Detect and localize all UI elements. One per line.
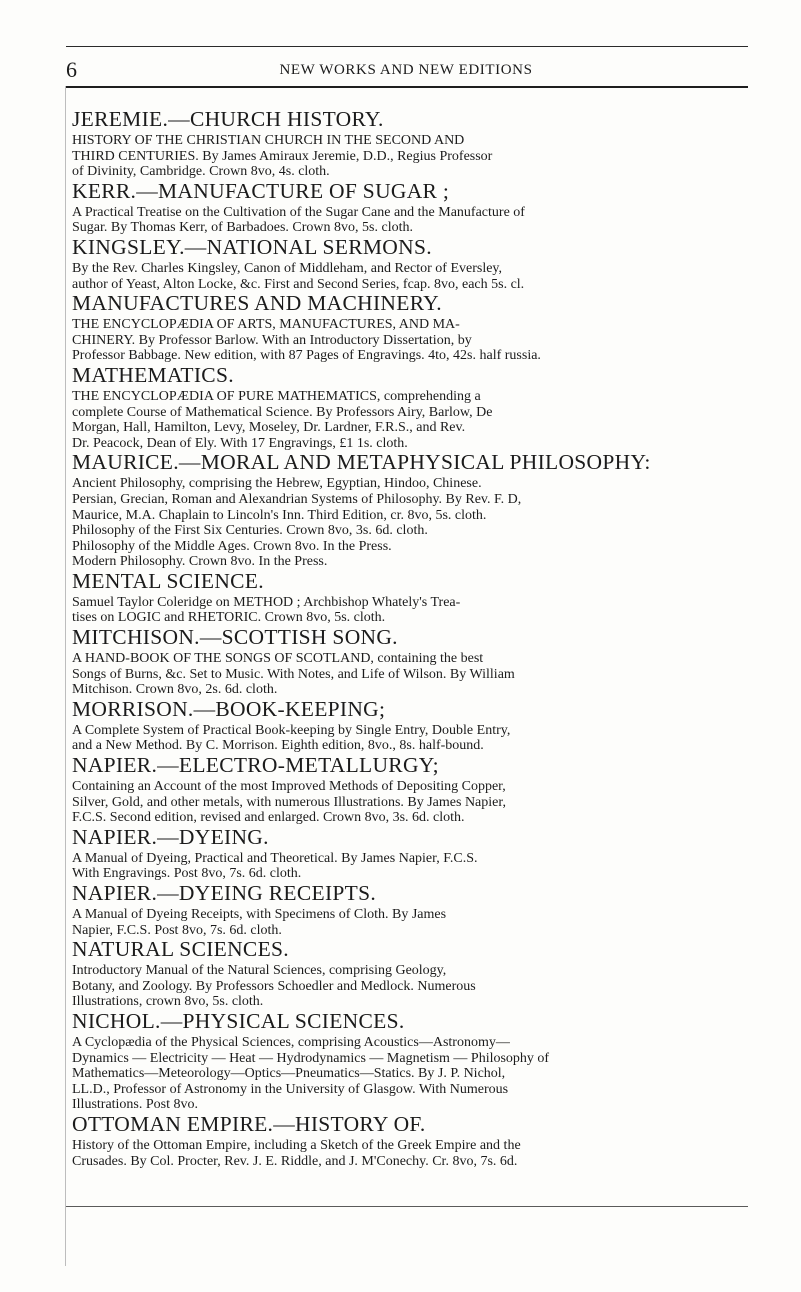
catalogue-entry [72,570,748,626]
description-line: THE ENCYCLOPÆDIA OF ARTS, MANUFACTURES, AND MA- [72,317,460,333]
description-line: Crusades. By Col. Procter, Rev. J. E. Riddle, and J. M'Conechy. Cr. 8vo, 7s. 6d. [72,1153,518,1169]
description-line: Philosophy of the First Six Centuries. Crown 8vo, 3s. 6d. cloth. [72,523,428,539]
running-head: NEW WORKS AND NEW EDITIONS [279,62,533,78]
entry-description [72,779,748,826]
description-line: author of Yeast, Alton Locke, &c. First and Second Series, fcap. 8vo, each 5s. cl. [72,276,525,292]
entry-heading: MORRISON.—BOOK-KEEPING; [72,696,386,721]
catalogue-entry [72,180,748,236]
description-line: Silver, Gold, and other metals, with numerous Illustrations. By James Napier, [72,794,506,810]
description-line: A HAND-BOOK OF THE SONGS OF SCOTLAND, containing the best [72,651,484,667]
catalogue-entry [72,451,748,570]
description-line: History of the Ottoman Empire, including a Sketch of the Greek Empire and the [72,1137,521,1153]
header-top-rule [66,46,748,47]
catalogue-entry [72,754,748,826]
description-line: Professor Babbage. New edition, with 87 Pages of Engravings. 4to, 42s. half russia. [72,348,541,364]
entry-description [72,476,748,570]
description-line: CHINERY. By Professor Barlow. With an Introductory Dissertation, by [72,332,472,348]
description-line: Songs of Burns, &c. Set to Music. With Notes, and Life of Wilson. By William [72,666,515,682]
catalogue-entry [72,364,748,451]
description-line: complete Course of Mathematical Science. By Professors Airy, Barlow, De [72,404,493,420]
page-number: 6 [66,57,77,82]
catalogue-entry [72,1010,748,1113]
description-line: Containing an Account of the most Improved Methods of Depositing Copper, [72,779,506,795]
description-line: Dr. Peacock, Dean of Ely. With 17 Engravings, £1 1s. cloth. [72,435,408,451]
description-line: Introductory Manual of the Natural Sciences, comprising Geology, [72,963,447,979]
catalogue-entry [72,1113,748,1169]
entry-description [72,317,748,364]
header-bottom-rule [66,86,748,88]
description-line: A Practical Treatise on the Cultivation of the Sugar Cane and the Manufacture of [72,204,525,220]
catalogue-entry [72,626,748,698]
entry-heading: NAPIER.—DYEING RECEIPTS. [72,881,377,905]
entry-heading: MITCHISON.—SCOTTISH SONG. [72,625,398,650]
description-line: THE ENCYCLOPÆDIA OF PURE MATHEMATICS, comprehending a [72,388,481,404]
description-line: A Cyclopædia of the Physical Sciences, comprising Acoustics—Astronomy— [72,1034,510,1050]
catalogue-listing [72,108,748,1169]
description-line: Sugar. By Thomas Kerr, of Barbadoes. Crown 8vo, 5s. cloth. [72,220,413,236]
entry-heading: MANUFACTURES AND MACHINERY. [72,291,442,316]
description-line: Samuel Taylor Coleridge on METHOD ; Archbishop Whately's Trea- [72,594,461,610]
entry-heading: OTTOMAN EMPIRE.—HISTORY OF. [72,1111,426,1136]
catalogue-entry [72,698,748,754]
entry-heading: NATURAL SCIENCES. [72,937,289,962]
entry-description [72,205,748,236]
description-line: A Complete System of Practical Book-keeping by Single Entry, Double Entry, [72,722,511,738]
entry-description [72,1035,748,1113]
description-line: A Manual of Dyeing, Practical and Theoretical. By James Napier, F.C.S. [72,850,478,866]
entry-heading: KERR.—MANUFACTURE OF SUGAR ; [72,178,450,203]
description-line: of Divinity, Cambridge. Crown 8vo, 4s. cloth. [72,164,330,180]
entry-heading: KINGSLEY.—NATIONAL SERMONS. [72,234,432,259]
description-line: Botany, and Zoology. By Professors Schoedler and Medlock. Numerous [72,978,476,994]
catalogue-entry [72,292,748,364]
entry-description [72,261,748,292]
entry-description [72,651,748,698]
catalogue-entry [72,108,748,180]
description-line: LL.D., Professor of Astronomy in the University of Glasgow. With Numerous [72,1081,509,1097]
description-line: Mathematics—Meteorology—Optics—Pneumatics—Statics. By J. P. Nichol, [72,1066,506,1082]
description-line: and a New Method. By C. Morrison. Eighth edition, 8vo., 8s. half-bound. [72,738,484,754]
page-header [66,58,746,82]
footer-rule [66,1206,748,1207]
entry-heading: NICHOL.—PHYSICAL SCIENCES. [72,1008,405,1033]
description-line: Persian, Grecian, Roman and Alexandrian Systems of Philosophy. By Rev. F. D, [72,491,522,507]
description-line: Ancient Philosophy, comprising the Hebrew, Egyptian, Hindoo, Chinese. [72,476,482,492]
entry-heading: NAPIER.—DYEING. [72,824,269,849]
catalogue-entry [72,236,748,292]
description-line: F.C.S. Second edition, revised and enlarged. Crown 8vo, 3s. 6d. cloth. [72,810,465,826]
description-line: Philosophy of the Middle Ages. Crown 8vo. In the Press. [72,538,392,554]
description-line: HISTORY OF THE CHRISTIAN CHURCH IN THE SECOND AND [72,133,465,148]
description-line: Morgan, Hall, Hamilton, Levy, Moseley, Dr. Lardner, F.R.S., and Rev. [72,420,466,436]
description-line: Mitchison. Crown 8vo, 2s. 6d. cloth. [72,682,278,698]
entry-heading: MENTAL SCIENCE. [72,568,264,593]
description-line: By the Rev. Charles Kingsley, Canon of Middleham, and Rector of Eversley, [72,260,503,276]
entry-heading: MATHEMATICS. [72,362,234,387]
description-line: Maurice, M.A. Chaplain to Lincoln's Inn. Third Edition, cr. 8vo, 5s. cloth. [72,507,487,523]
entry-description [72,907,748,938]
description-line: Illustrations. Post 8vo. [72,1097,199,1113]
catalogue-entry [72,882,748,938]
description-line: Napier, F.C.S. Post 8vo, 7s. 6d. cloth. [72,922,282,938]
description-line: Illustrations, crown 8vo, 5s. cloth. [72,994,264,1010]
entry-description [72,723,748,754]
description-line: A Manual of Dyeing Receipts, with Specimens of Cloth. By James [72,907,447,922]
entry-description [72,1138,748,1169]
entry-description [72,389,748,451]
description-line: THIRD CENTURIES. By James Amiraux Jeremie, D.D., Regius Professor [72,148,493,164]
description-line: Modern Philosophy. Crown 8vo. In the Press. [72,554,328,570]
description-line: Dynamics — Electricity — Heat — Hydrodynamics — Magnetism — Philosophy of [72,1050,550,1066]
entry-heading: MAURICE.—MORAL AND METAPHYSICAL PHILOSOPHY: [72,450,651,475]
entry-description [72,133,748,180]
description-line: tises on LOGIC and RHETORIC. Crown 8vo, 5s. cloth. [72,610,386,626]
entry-heading: JEREMIE.—CHURCH HISTORY. [72,107,384,131]
description-line: With Engravings. Post 8vo, 7s. 6d. cloth. [72,866,302,882]
entry-description [72,595,748,626]
entry-description [72,963,748,1010]
catalogue-entry [72,826,748,882]
catalogue-entry [72,938,748,1010]
left-margin-rule [65,86,66,1266]
entry-heading: NAPIER.—ELECTRO-METALLURGY; [72,753,439,778]
entry-description [72,851,748,882]
